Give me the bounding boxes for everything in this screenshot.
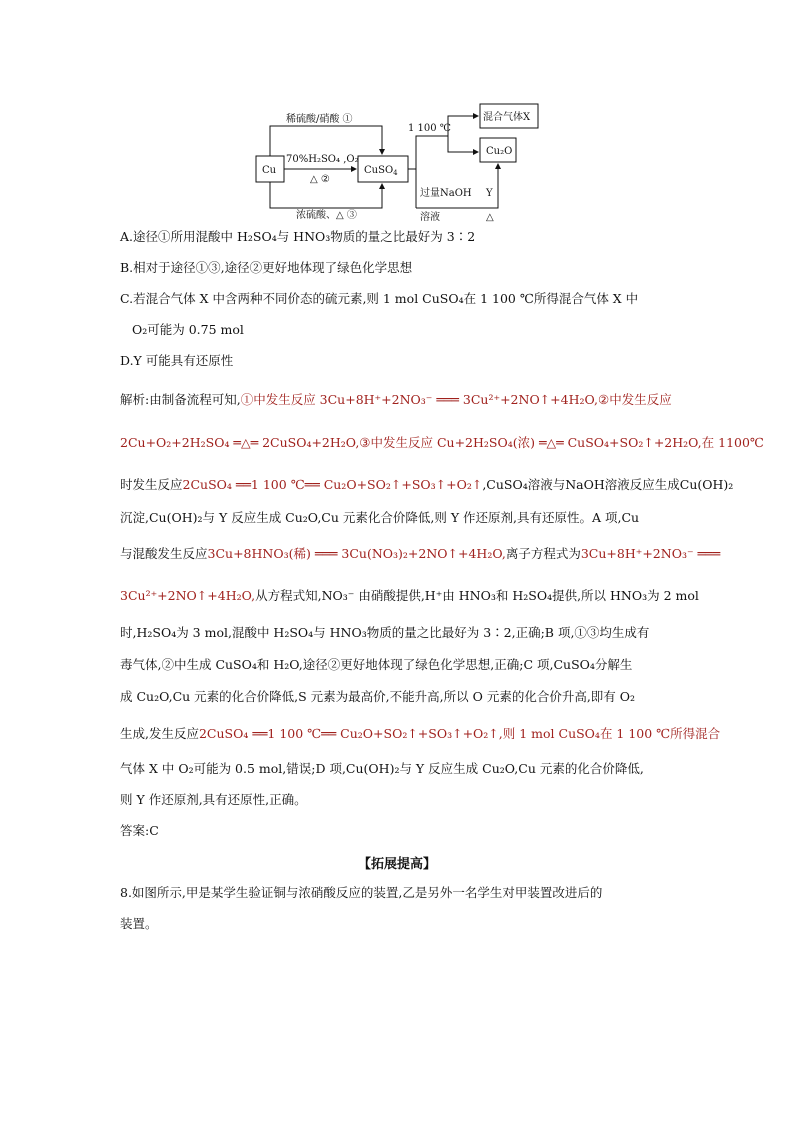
cuso4-label: CuSO$_4$ [364,165,398,177]
temp-label: 1 100 ℃ [408,123,451,134]
naoh-label: 过量NaOH [420,188,472,199]
analysis-line1 [120,391,672,409]
to-cu2o-arrow [448,136,478,152]
cu2o-label: Cu₂O [486,146,513,157]
analysis-eq1: ①中发生反应 3Cu+8H⁺+2NO₃⁻ ═══ 3Cu²⁺+2NO↑+4H₂O,②中发生反应 [240,392,672,407]
analysis-line5: 与混酸发生反应3Cu+8HNO₃(稀) ═══ 3Cu(NO₃)₂+2NO↑+4H₂O,离子方程式为3Cu+8H⁺+2NO₃⁻ ═══ [120,546,721,561]
analysis-line3: 时发生反应2CuSO₄ ══1 100 ℃══ Cu₂O+SO₂↑+SO₃↑+O₂↑,CuSO₄溶液与NaOH溶液反应生成Cu(OH)₂ [120,477,734,492]
mix-x-label: 混合气体X [483,112,531,123]
path2-label: 70%H₂SO₄ ,O₂ [286,154,359,165]
question8-line1: 8.如图所示,甲是某学生验证铜与浓硝酸反应的装置,乙是另外一名学生对甲装置改进后的 [120,885,603,900]
option-c-line2: O₂可能为 0.75 mol [132,322,244,337]
reaction-flow-diagram [250,100,550,222]
cu-label: Cu [262,165,277,176]
path3-arrow [270,182,382,208]
analysis-line10: 生成,发生反应2CuSO₄ ══1 100 ℃══ Cu₂O+SO₂↑+SO₃↑+O₂↑,则 1 mol CuSO₄在 1 100 ℃所得混合 [120,726,721,741]
path3-label: 浓硫酸、△ ③ [296,210,357,221]
analysis-line7: 时,H₂SO₄为 3 mol,混酸中 H₂SO₄与 HNO₃物质的量之比最好为 3∶2,正确;B 项,①③均生成有 [120,625,650,640]
heat-label: △ [486,212,494,222]
option-a: A.途径①所用混酸中 H₂SO₄与 HNO₃物质的量之比最好为 3∶2 [120,229,476,244]
to-mix-arrow [448,116,478,136]
naoh-arrow [416,164,498,208]
path1-arrow [270,126,382,156]
option-d: D.Y 可能具有还原性 [120,353,234,368]
naoh-label2: 溶液 [420,212,440,222]
section-title: 【拓展提高】 [357,857,436,872]
y-label: Y [486,188,493,199]
analysis-line4: 沉淀,Cu(OH)₂与 Y 反应生成 Cu₂O,Cu 元素化合价降低,则 Y 作还原剂,具有还原性。A 项,Cu [120,510,640,525]
analysis-line8: 毒气体,②中生成 CuSO₄和 H₂O,途径②更好地体现了绿色化学思想,正确;C 项,CuSO₄分解生 [120,657,633,672]
path1-label: 稀硫酸/硝酸 ① [286,114,353,125]
answer: 答案:C [120,823,159,838]
flow-svg [250,100,550,222]
path2-condition: △ ② [310,174,330,185]
analysis-line2: 2Cu+O₂+2H₂SO₄ ═△═ 2CuSO₄+2H₂O,③中发生反应 Cu+2H₂SO₄(浓) ═△═ CuSO₄+SO₂↑+2H₂O,在 1100℃ [120,435,764,450]
option-c-line1: C.若混合气体 X 中含两种不同价态的硫元素,则 1 mol CuSO₄在 1 100 ℃所得混合气体 X 中 [120,291,639,306]
analysis-intro: 解析:由制备流程可知, [120,392,241,407]
option-b: B.相对于途径①③,途径②更好地体现了绿色化学思想 [120,260,413,275]
analysis-line12: 则 Y 作还原剂,具有还原性,正确。 [120,792,307,807]
analysis-line6: 3Cu²⁺+2NO↑+4H₂O,从方程式知,NO₃⁻ 由硝酸提供,H⁺由 HNO₃和 H₂SO₄提供,所以 HNO₃为 2 mol [120,588,699,603]
analysis-line9: 成 Cu₂O,Cu 元素的化合价降低,S 元素为最高价,不能升高,所以 O 元素的化合价升高,即有 O₂ [120,689,636,704]
question8-line2: 装置。 [120,916,158,931]
analysis-line11: 气体 X 中 O₂可能为 0.5 mol,错误;D 项,Cu(OH)₂与 Y 反应生成 Cu₂O,Cu 元素的化合价降低, [120,761,644,776]
analysis-eq-decomp: 2CuSO₄ ══1 100 ℃══ Cu₂O+SO₂↑+SO₃↑+O₂↑ [182,477,483,492]
